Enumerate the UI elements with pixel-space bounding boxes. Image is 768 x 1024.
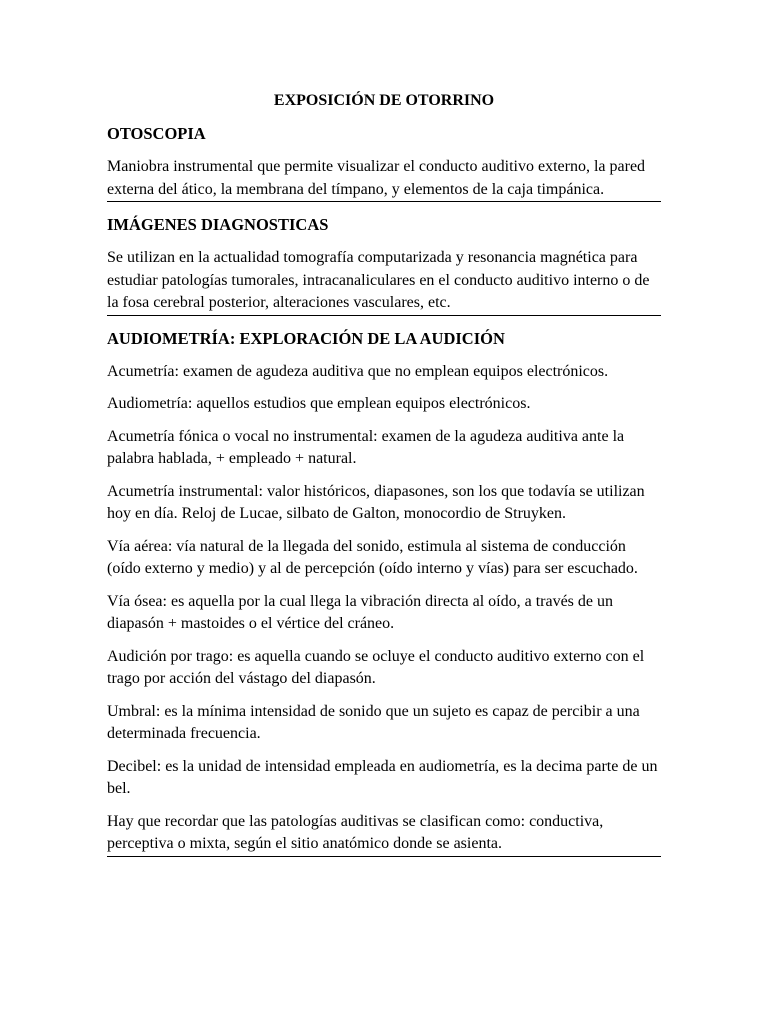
paragraph: Se utilizan en la actualidad tomografía computarizada y resonancia magnética para estudiar patologías tumorales, intracanaliculares en el conducto auditivo interno o de la fosa cerebral posterior, alteraciones vasculares, etc. [107, 247, 661, 316]
paragraph-decibel: Decibel: es la unidad de intensidad empleada en audiometría, es la decima parte de un bel. [107, 757, 658, 797]
section-heading: AUDIOMETRÍA: EXPLORACIÓN DE LA AUDICIÓN [107, 328, 505, 348]
section-heading: OTOSCOPIA [107, 124, 206, 143]
paragraph-via-aerea: Vía aérea: vía natural de la llegada del sonido, estimula al sistema de conducción (oído externo y medio) y al de percepción (oído interno y vías) para ser escuchado. [107, 537, 638, 577]
section-audiometria [107, 327, 661, 857]
document-body [107, 88, 661, 857]
section-heading: IMÁGENES DIAGNOSTICAS [107, 215, 329, 234]
section-imagenes-diagnosticas [107, 213, 661, 316]
paragraph-acumetria-fonica: Acumetría fónica o vocal no instrumental: examen de la agudeza auditiva ante la palabra hablada, + empleado + natural. [107, 427, 625, 467]
document-title: EXPOSICIÓN DE OTORRINO [273, 92, 495, 109]
paragraph-audicion-por-trago: Audición por trago: es aquella cuando se ocluye el conducto auditivo externo con el trago por acción del vástago del diapasón. [107, 647, 645, 687]
paragraph: Maniobra instrumental que permite visualizar el conducto auditivo externo, la pared externa del ático, la membrana del tímpano, y elementos de la caja timpánica. [107, 156, 661, 202]
section-otoscopia [107, 122, 661, 202]
paragraph-acumetria-instrumental: Acumetría instrumental: valor históricos, diapasones, son los que todavía se utilizan hoy en día. Reloj de Lucae, silbato de Galton, monocordio de Struyken. [107, 482, 645, 522]
paragraph-patologias: Hay que recordar que las patologías auditivas se clasifican como: conductiva, perceptiva o mixta, según el sitio anatómico donde se asienta. [107, 811, 661, 857]
paragraph-audiometria: Audiometría: aquellos estudios que emplean equipos electrónicos. [107, 395, 531, 412]
paragraph-via-osea: Vía ósea: es aquella por la cual llega la vibración directa al oído, a través de un diapasón + mastoides o el vértice del cráneo. [107, 592, 614, 632]
paragraph-umbral: Umbral: es la mínima intensidad de sonido que un sujeto es capaz de percibir a una determinada frecuencia. [107, 702, 640, 742]
paragraph-acumetria: Acumetría: examen de agudeza auditiva que no emplean equipos electrónicos. [107, 362, 609, 380]
